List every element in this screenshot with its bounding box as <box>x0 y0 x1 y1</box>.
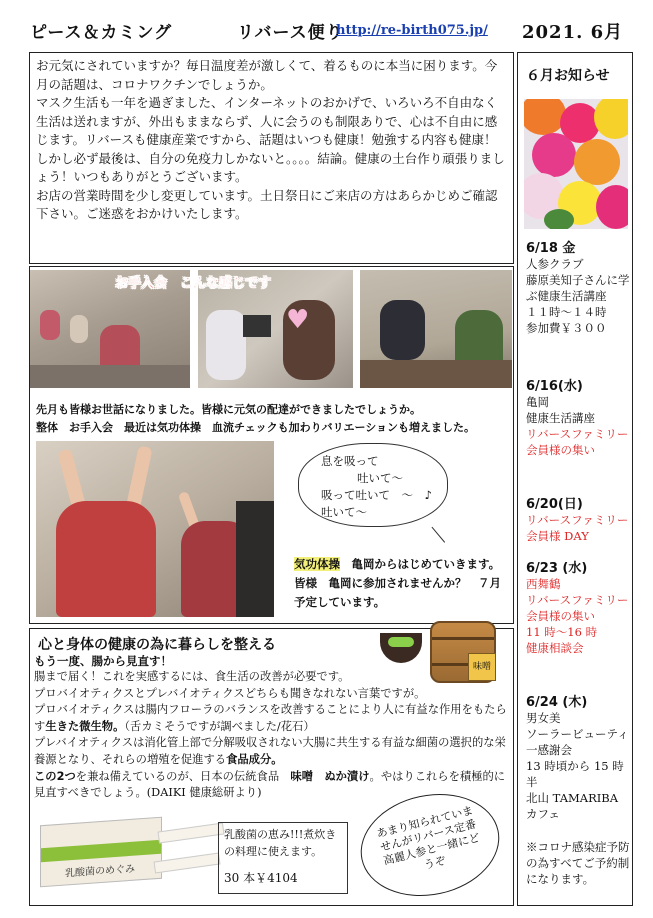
intro-paragraph: お元気にされていますか？毎日温度差が激しくて、着るものに本当に困ります。今月の話題は、コロナワクチンでしょうか。 <box>36 58 498 92</box>
event-date: 6/20(日) <box>526 497 583 512</box>
health-keyword: 生きた微生物。 <box>45 719 125 733</box>
event-date: 6/16(水) <box>526 379 583 394</box>
activity-caption: 先月も皆様お世話になりました。皆様に元気の配達ができましたでしょうか。 <box>36 403 421 416</box>
event-date: 6/24 (木) <box>526 695 588 710</box>
sidebar-title: ６月お知らせ <box>526 68 610 84</box>
product-description: 乳酸菌の恵み!!!煮炊きの料理に使えます。 <box>224 828 337 858</box>
workshop-photo-3 <box>360 270 512 388</box>
health-line: （舌カミそうですが調べました/花石） <box>124 719 315 733</box>
intro-paragraph: お店の営業時間を少し変更しています。土日祭日にご来店の方はあらかじめご確認下さい。ご迷惑をおかけいたします。 <box>36 187 498 221</box>
bubble-line: 吸って吐いて ～ ♪ <box>321 488 432 502</box>
health-line: を兼ね備えているのが、日本の伝統食品 <box>75 769 291 783</box>
flower-photo <box>524 99 628 229</box>
event-detail: 11 時～16 時 <box>526 625 598 639</box>
health-line: 。やはりこれらを積極的に見直すべきでしょう。(DAIKI 健康総研より) <box>34 769 506 800</box>
product-price: 30 本￥4104 <box>224 871 298 885</box>
bubble-line: 息を吸って <box>321 454 379 468</box>
health-line: プロバイオティクスとプレバイオティクスどちらも聞きなれない言葉ですが。 <box>34 686 426 700</box>
product-box-image <box>40 817 162 888</box>
health-line: プロバイオティクスは腸内フローラのバランスを改善することにより人に有益な作用をもたらす <box>34 703 507 733</box>
bubble-line: 吐いて～ <box>357 471 403 485</box>
health-section <box>29 628 514 906</box>
event-detail: 健康生活講座 <box>526 411 595 425</box>
health-keyword: 食品成分。 <box>226 752 283 766</box>
health-keyword: この2つ <box>34 769 76 783</box>
event-detail: 参加費￥３００ <box>526 321 607 335</box>
event-detail: リバースファミリー会員様 DAY <box>526 513 629 543</box>
event-detail: 健康相談会 <box>526 641 584 655</box>
product-name: 乳酸菌のめぐみ <box>65 863 135 880</box>
event-detail: リバースファミリー会員様の集い <box>526 427 629 457</box>
event-detail: 13 時頃から 15 時半 <box>526 759 624 789</box>
intro-message <box>29 52 514 264</box>
event-item <box>526 375 630 458</box>
handwritten-note: あまり知られていませんがリバース定番高麗人参と一緒にどうぞ <box>375 803 482 872</box>
health-keyword: 味噌 ぬか漬け <box>290 769 370 783</box>
health-title: 心と身体の健康の為に暮らしを整える <box>38 637 276 653</box>
covid-notice: ※コロナ感染症予防の為すべてご予約制になります。 <box>526 840 630 886</box>
event-detail: 西舞鶴 <box>526 577 561 591</box>
newsletter-title: リバース便り <box>237 23 344 43</box>
heart-icon: ♥ <box>286 305 310 335</box>
kikou-text: 亀岡からはじめていきます。皆様 亀岡に参加されませんか？ ７月予定しています。 <box>294 557 501 609</box>
activity-caption: 整体 お手入会 最近は気功体操 血流チェックも加わりバリエーションも増えました。 <box>36 421 476 434</box>
issue-date: 2021. 6月 <box>522 22 624 43</box>
health-subtitle: もう一度、腸から見直す！ <box>34 654 172 668</box>
event-date: 6/23 (水) <box>526 561 588 576</box>
activity-section <box>29 266 514 624</box>
health-line: プレバイオティクスは消化管上部で分解吸収されない大腸に共生する有益な細菌の選択的な栄養源となり、それらの増殖を促進する <box>34 736 506 766</box>
event-detail: 藤原美知子さんに学ぶ健康生活講座 <box>526 273 630 303</box>
event-detail: 人参クラブ <box>526 257 584 271</box>
bubble-text <box>321 453 481 521</box>
bubble-line: 吐いて～ <box>321 505 367 519</box>
intro-paragraph: マスク生活も一年を過ぎました、インターネットのおかげで、いろいろ不自由なく生活は送れますが、外出もままならず、人に会うのも制限ありで、心は不自由に感じます。リバースも健康産業ですから、話題はいつも健康！勉強する内容も健康！しかし必ず最後は、自分の免疫力しかないと。。。。結論。健康の土台作り頑張りましょう！いつもありがとうございます。 <box>36 95 505 184</box>
kikou-notice <box>294 555 510 612</box>
event-item <box>526 237 630 336</box>
miso-label: 味噌 <box>468 653 496 681</box>
brand-name: ピース＆カミング <box>30 23 173 43</box>
event-detail: リバースファミリー会員様の集い <box>526 593 629 623</box>
health-line: 腸まで届く！これを実感するには、食生活の改善が必要です。 <box>34 670 350 683</box>
event-item <box>526 691 630 822</box>
event-detail: ソーラービューティ一感謝会 <box>526 727 629 757</box>
product-stick-icon <box>153 852 220 873</box>
health-body <box>34 669 510 802</box>
event-detail: 北山 TAMARIBA カフェ <box>526 791 619 821</box>
event-detail: １１時～１４時 <box>526 305 607 319</box>
product-stick-icon <box>157 822 224 843</box>
product-info-box <box>218 822 348 894</box>
event-item <box>526 493 630 544</box>
website-link[interactable]: http://re-birth075.jp/ <box>336 23 488 38</box>
miso-soup-icon <box>380 633 422 663</box>
event-detail: 亀岡 <box>526 395 549 409</box>
photo-overlay-label: お手入会 こんな感じです <box>115 276 272 291</box>
event-date: 6/18 金 <box>526 241 576 256</box>
kikou-title: 気功体操 <box>294 557 340 571</box>
announcements-sidebar <box>517 52 633 906</box>
event-detail: 男女美 <box>526 711 561 725</box>
exercise-photo <box>36 441 274 617</box>
event-item <box>526 557 630 656</box>
